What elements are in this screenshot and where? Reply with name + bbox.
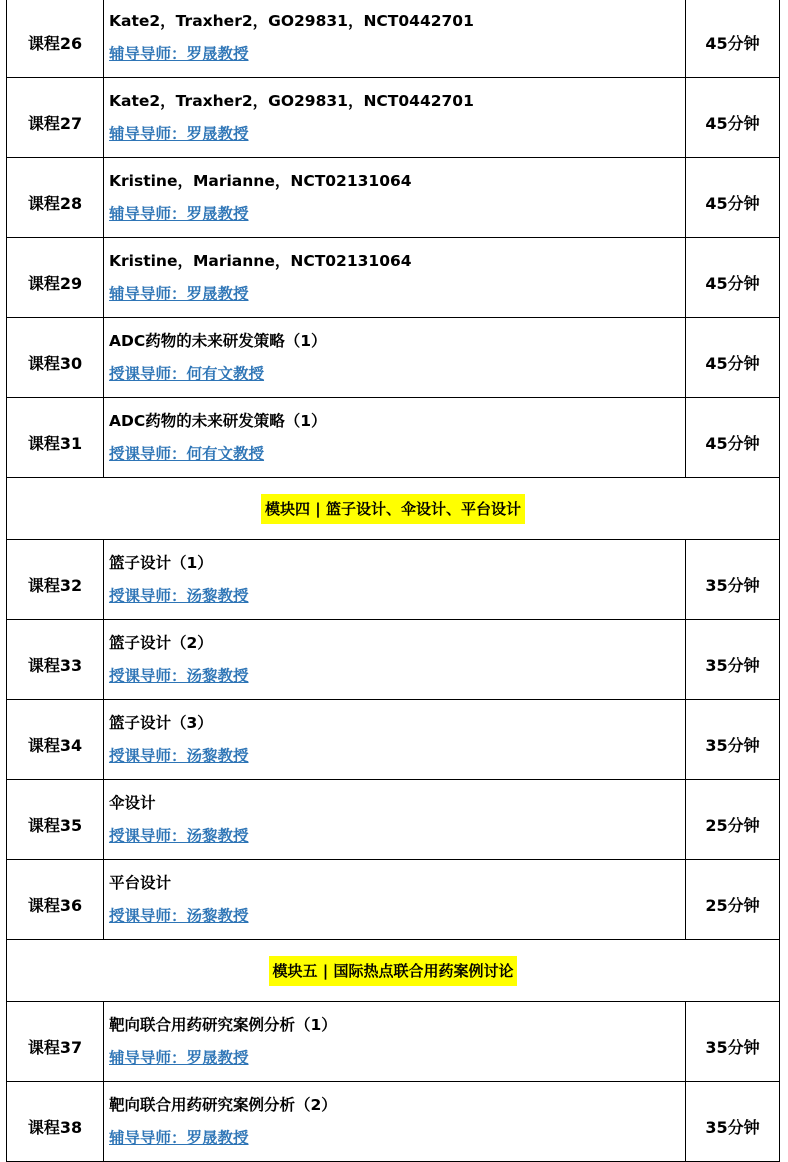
lesson-title: 篮子设计（3）: [109, 714, 213, 732]
lesson-number: 课程31: [7, 398, 104, 478]
lesson-title: ADC药物的未来研发策略（1）: [109, 332, 327, 350]
instructor-name[interactable]: 汤黎教授: [186, 907, 249, 925]
lesson-instructor[interactable]: [109, 586, 685, 606]
module-header-row: [7, 478, 780, 540]
instructor-label: 辅导导师：: [109, 45, 187, 63]
lesson-duration: 35分钟: [686, 1002, 780, 1082]
lesson-title: 伞设计: [109, 794, 156, 812]
lesson-number: 课程30: [7, 318, 104, 398]
lesson-instructor[interactable]: [109, 826, 685, 846]
lesson-info-cell: [104, 780, 686, 860]
instructor-name[interactable]: 罗晟教授: [186, 1129, 249, 1147]
lesson-title: Kristine，Marianne，NCT02131064: [109, 172, 412, 190]
instructor-label: 辅导导师：: [109, 205, 187, 223]
course-table-body: [7, 0, 780, 1162]
instructor-name[interactable]: 何有文教授: [186, 365, 265, 383]
lesson-duration: 45分钟: [686, 78, 780, 158]
lesson-duration: 45分钟: [686, 0, 780, 78]
lesson-number: 课程34: [7, 700, 104, 780]
lesson-number: 课程32: [7, 540, 104, 620]
course-schedule-table: [6, 0, 780, 1162]
lesson-number: 课程33: [7, 620, 104, 700]
lesson-title: ADC药物的未来研发策略（1）: [109, 412, 327, 430]
module-header-cell: [7, 940, 780, 1002]
lesson-row: [7, 1082, 780, 1162]
lesson-number: 课程28: [7, 158, 104, 238]
lesson-number: 课程27: [7, 78, 104, 158]
lesson-info-cell: [104, 700, 686, 780]
instructor-label: 授课导师：: [109, 587, 187, 605]
lesson-info-cell: [104, 1082, 686, 1162]
module-label: 模块四 | 篮子设计、伞设计、平台设计: [261, 494, 525, 524]
instructor-name[interactable]: 罗晟教授: [186, 45, 249, 63]
lesson-row: [7, 780, 780, 860]
lesson-title: Kristine，Marianne，NCT02131064: [109, 252, 412, 270]
lesson-info-cell: [104, 620, 686, 700]
instructor-name[interactable]: 罗晟教授: [186, 125, 249, 143]
lesson-row: [7, 700, 780, 780]
lesson-duration: 45分钟: [686, 398, 780, 478]
lesson-title: 篮子设计（2）: [109, 634, 213, 652]
instructor-name[interactable]: 罗晟教授: [186, 285, 249, 303]
lesson-instructor[interactable]: [109, 666, 685, 686]
lesson-row: [7, 620, 780, 700]
lesson-info-cell: [104, 238, 686, 318]
lesson-instructor[interactable]: [109, 1128, 685, 1148]
lesson-title: 靶向联合用药研究案例分析（1）: [109, 1016, 337, 1034]
lesson-title: Kate2，Traxher2，GO29831，NCT0442701: [109, 12, 474, 30]
lesson-row: [7, 1002, 780, 1082]
lesson-instructor[interactable]: [109, 364, 685, 384]
lesson-instructor[interactable]: [109, 906, 685, 926]
instructor-name[interactable]: 汤黎教授: [186, 587, 249, 605]
instructor-name[interactable]: 罗晟教授: [186, 1049, 249, 1067]
lesson-duration: 25分钟: [686, 860, 780, 940]
instructor-label: 辅导导师：: [109, 1129, 187, 1147]
instructor-name[interactable]: 汤黎教授: [186, 827, 249, 845]
lesson-info-cell: [104, 0, 686, 78]
lesson-row: [7, 78, 780, 158]
lesson-number: 课程38: [7, 1082, 104, 1162]
lesson-info-cell: [104, 398, 686, 478]
instructor-name[interactable]: 何有文教授: [186, 445, 265, 463]
lesson-number: 课程26: [7, 0, 104, 78]
instructor-label: 辅导导师：: [109, 285, 187, 303]
instructor-label: 授课导师：: [109, 907, 187, 925]
lesson-duration: 35分钟: [686, 1082, 780, 1162]
lesson-duration: 35分钟: [686, 700, 780, 780]
lesson-instructor[interactable]: [109, 444, 685, 464]
module-label: 模块五 | 国际热点联合用药案例讨论: [269, 956, 518, 986]
lesson-instructor[interactable]: [109, 204, 685, 224]
instructor-label: 授课导师：: [109, 747, 187, 765]
lesson-duration: 45分钟: [686, 238, 780, 318]
instructor-label: 授课导师：: [109, 445, 187, 463]
module-header-cell: [7, 478, 780, 540]
instructor-label: 授课导师：: [109, 827, 187, 845]
lesson-instructor[interactable]: [109, 124, 685, 144]
lesson-duration: 35分钟: [686, 540, 780, 620]
lesson-row: [7, 860, 780, 940]
lesson-number: 课程29: [7, 238, 104, 318]
lesson-row: [7, 158, 780, 238]
lesson-number: 课程35: [7, 780, 104, 860]
lesson-instructor[interactable]: [109, 284, 685, 304]
lesson-info-cell: [104, 78, 686, 158]
instructor-name[interactable]: 罗晟教授: [186, 205, 249, 223]
lesson-duration: 35分钟: [686, 620, 780, 700]
lesson-row: [7, 318, 780, 398]
lesson-info-cell: [104, 158, 686, 238]
module-header-row: [7, 940, 780, 1002]
instructor-label: 授课导师：: [109, 667, 187, 685]
instructor-label: 授课导师：: [109, 365, 187, 383]
lesson-duration: 45分钟: [686, 318, 780, 398]
lesson-title: 篮子设计（1）: [109, 554, 213, 572]
lesson-row: [7, 238, 780, 318]
lesson-duration: 25分钟: [686, 780, 780, 860]
lesson-row: [7, 398, 780, 478]
lesson-instructor[interactable]: [109, 1048, 685, 1068]
lesson-number: 课程37: [7, 1002, 104, 1082]
lesson-instructor[interactable]: [109, 44, 685, 64]
lesson-row: [7, 540, 780, 620]
instructor-label: 辅导导师：: [109, 125, 187, 143]
lesson-info-cell: [104, 860, 686, 940]
lesson-duration: 45分钟: [686, 158, 780, 238]
lesson-title: 平台设计: [109, 874, 172, 892]
lesson-number: 课程36: [7, 860, 104, 940]
lesson-info-cell: [104, 318, 686, 398]
lesson-info-cell: [104, 1002, 686, 1082]
lesson-instructor[interactable]: [109, 746, 685, 766]
instructor-name[interactable]: 汤黎教授: [186, 667, 249, 685]
instructor-label: 辅导导师：: [109, 1049, 187, 1067]
lesson-row: [7, 0, 780, 78]
lesson-title: Kate2，Traxher2，GO29831，NCT0442701: [109, 92, 474, 110]
lesson-title: 靶向联合用药研究案例分析（2）: [109, 1096, 337, 1114]
instructor-name[interactable]: 汤黎教授: [186, 747, 249, 765]
lesson-info-cell: [104, 540, 686, 620]
